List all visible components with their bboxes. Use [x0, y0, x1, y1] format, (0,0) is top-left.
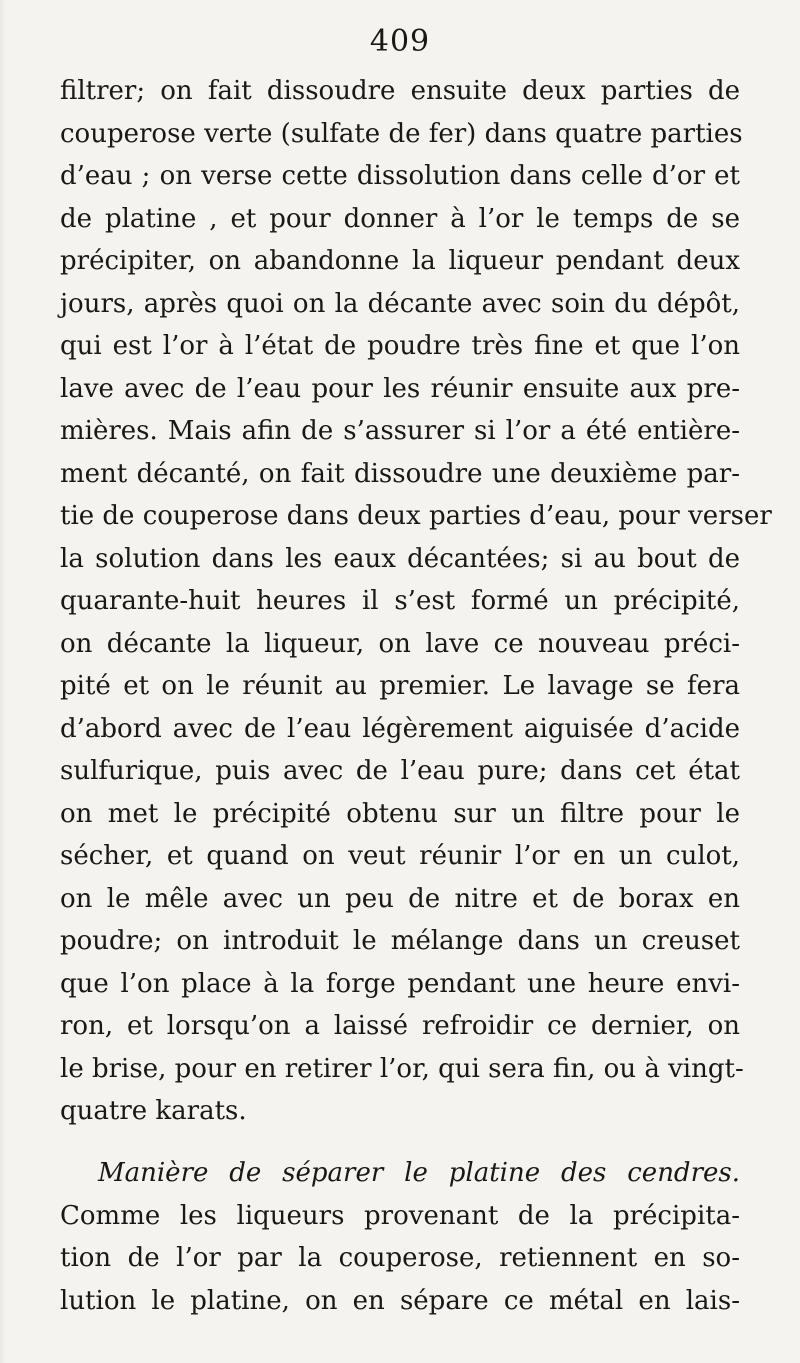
text-line: on met le précipité obtenu sur un filtre pour le [60, 798, 740, 829]
text-line: poudre; on introduit le mélange dans un creuset [60, 926, 740, 956]
text-line: pité et on le réunit au premier. Le lavage se fera [60, 671, 740, 701]
text-line: ron, et lorsqu’on a laissé refroidir ce dernier, on [60, 1011, 740, 1041]
text-line: couperose verte (sulfate de fer) dans quatre parties [60, 118, 743, 149]
section-platine [60, 1152, 740, 1322]
text-line: que l’on place à la forge pendant une heure envi- [60, 968, 740, 999]
page-edge-shadow [0, 0, 6, 1363]
text-line: de platine , et pour donner à l’or le temps de se [60, 203, 740, 234]
text-line: on décante la liqueur, on lave ce nouveau préci- [60, 628, 740, 659]
text-line: tion de l’or par la couperose, retiennent en so- [60, 1243, 740, 1273]
section-heading: Manière de séparer le platine des cendres. [98, 1158, 740, 1188]
text-line: ment décanté, on fait dissoudre une deuxième par- [60, 458, 740, 489]
text-line: sulfurique, puis avec de l’eau pure; dans cet état [60, 756, 740, 786]
text-line: lave avec de l’eau pour les réunir ensuite aux pre- [60, 373, 740, 404]
text-line: quarante-huit heures il s’est formé un précipité, [60, 586, 740, 616]
text-line: d’abord avec de l’eau légèrement aiguisée d’acide [60, 713, 740, 744]
text-line: la solution dans les eaux décantées; si au bout de [60, 543, 740, 574]
paragraph-main [60, 70, 772, 1133]
text-line: filtrer; on fait dissoudre ensuite deux parties de [60, 76, 740, 106]
text-line: on le mêle avec un peu de nitre et de borax en [60, 883, 740, 914]
text-line: quatre karats. [60, 1096, 247, 1126]
text-line: jours, après quoi on la décante avec soin du dépôt, [60, 288, 740, 319]
text-line: Comme les liqueurs provenant de la précipita- [60, 1200, 740, 1231]
text-line: d’eau ; on verse cette dissolution dans celle d’or et [60, 161, 740, 191]
text-line: tie de couperose dans deux parties d’eau, pour verser [60, 501, 772, 531]
text-line: le brise, pour en retirer l’or, qui sera fin, ou à vingt- [60, 1053, 744, 1084]
text-line: qui est l’or à l’état de poudre très fine et que l’on [60, 331, 740, 361]
text-line: mières. Mais afin de s’assurer si l’or a été entière- [60, 416, 740, 446]
text-line: précipiter, on abandonne la liqueur pendant deux [60, 246, 740, 276]
page-number: 409 [369, 24, 431, 59]
text-line: sécher, et quand on veut réunir l’or en un culot, [60, 841, 740, 871]
text-line: lution le platine, on en sépare ce métal en lais- [60, 1285, 740, 1316]
